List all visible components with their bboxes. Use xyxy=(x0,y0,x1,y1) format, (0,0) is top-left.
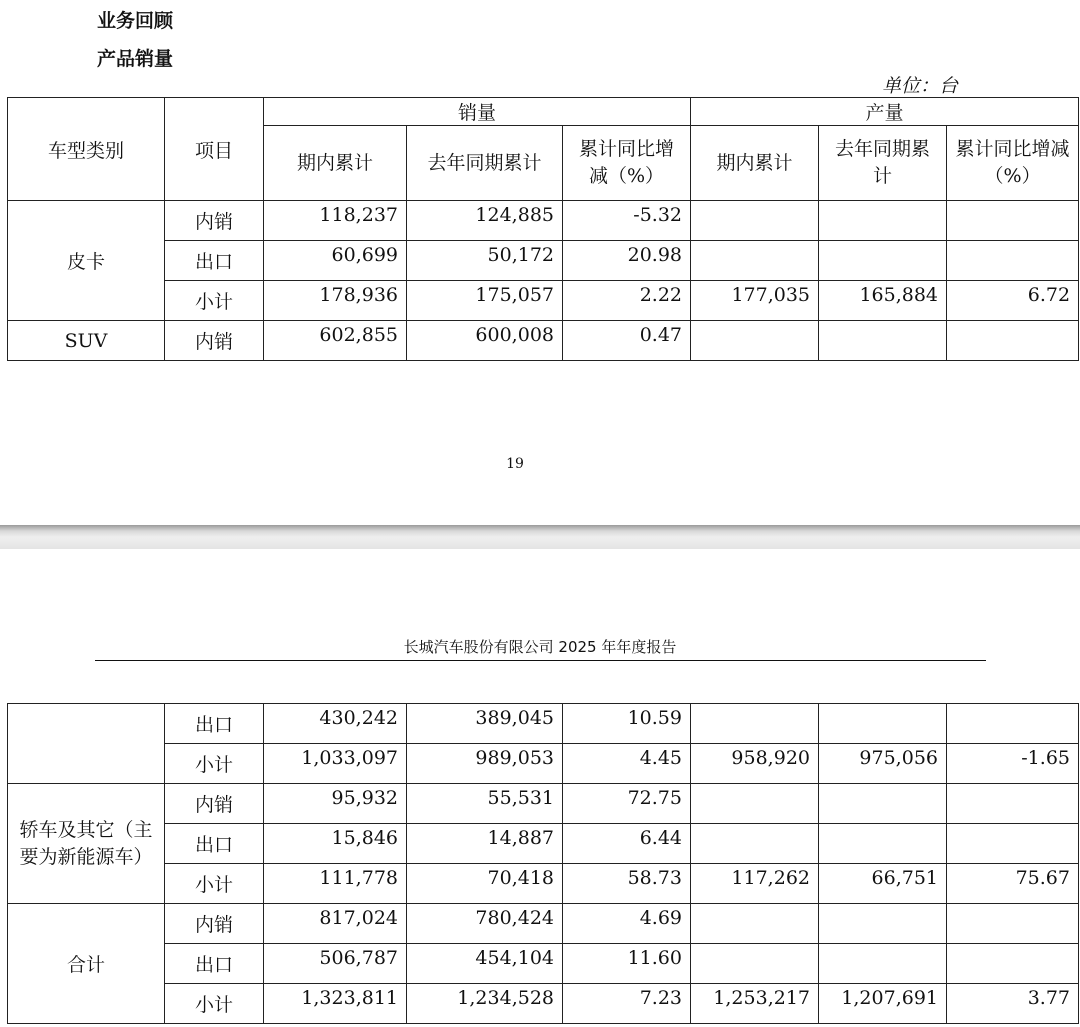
sales-current-cell: 602,855 xyxy=(264,321,407,361)
prod-current-cell xyxy=(691,904,819,944)
sales-yoy-cell: 4.69 xyxy=(563,904,691,944)
prod-last-year-cell xyxy=(819,824,947,864)
prod-last-year-cell: 1,207,691 xyxy=(819,984,947,1024)
prod-yoy-cell: 6.72 xyxy=(947,281,1079,321)
section-title: 业务回顾 xyxy=(97,10,174,32)
prod-current-cell: 177,035 xyxy=(691,281,819,321)
sales-last-year-cell: 124,885 xyxy=(407,201,563,241)
sales-last-year-cell: 600,008 xyxy=(407,321,563,361)
sales-last-year-cell: 780,424 xyxy=(407,904,563,944)
item-cell: 出口 xyxy=(165,824,264,864)
table-row xyxy=(8,744,1079,784)
prod-yoy-cell xyxy=(947,904,1079,944)
table-row xyxy=(8,281,1079,321)
table-row xyxy=(8,864,1079,904)
sales-yoy-cell: 2.22 xyxy=(563,281,691,321)
prod-yoy-cell xyxy=(947,321,1079,361)
prod-yoy-cell: 3.77 xyxy=(947,984,1079,1024)
prod-current-cell xyxy=(691,784,819,824)
table-row xyxy=(8,984,1079,1024)
prod-current-cell xyxy=(691,201,819,241)
table-row xyxy=(8,704,1079,744)
prod-yoy-cell xyxy=(947,784,1079,824)
sales-yoy-cell: 7.23 xyxy=(563,984,691,1024)
sales-current-cell: 430,242 xyxy=(264,704,407,744)
sales-yoy-cell: 6.44 xyxy=(563,824,691,864)
item-cell: 小计 xyxy=(165,744,264,784)
prod-last-year-cell xyxy=(819,201,947,241)
item-cell: 内销 xyxy=(165,321,264,361)
header-sales-last-year: 去年同期累计 xyxy=(407,126,563,201)
sales-yoy-cell: 0.47 xyxy=(563,321,691,361)
subtitle: 产品销量 xyxy=(97,48,174,70)
prod-current-cell xyxy=(691,704,819,744)
table-row xyxy=(8,321,1079,361)
header-sales: 销量 xyxy=(264,98,691,126)
table-row xyxy=(8,824,1079,864)
prod-last-year-cell xyxy=(819,904,947,944)
report-header: 长城汽车股份有限公司 2025 年年度报告 xyxy=(403,638,677,656)
category-cell: SUV xyxy=(8,321,165,361)
prod-yoy-cell: 75.67 xyxy=(947,864,1079,904)
item-cell: 小计 xyxy=(165,281,264,321)
item-cell: 出口 xyxy=(165,241,264,281)
item-cell: 内销 xyxy=(165,784,264,824)
item-cell: 内销 xyxy=(165,201,264,241)
sales-current-cell: 1,323,811 xyxy=(264,984,407,1024)
sales-yoy-cell: 11.60 xyxy=(563,944,691,984)
prod-yoy-cell xyxy=(947,704,1079,744)
prod-yoy-cell: -1.65 xyxy=(947,744,1079,784)
item-cell: 小计 xyxy=(165,984,264,1024)
sales-current-cell: 15,846 xyxy=(264,824,407,864)
prod-last-year-cell xyxy=(819,241,947,281)
prod-yoy-cell xyxy=(947,201,1079,241)
sales-yoy-cell: 10.59 xyxy=(563,704,691,744)
sales-last-year-cell: 454,104 xyxy=(407,944,563,984)
header-production: 产量 xyxy=(691,98,1079,126)
table-row xyxy=(8,904,1079,944)
sales-current-cell: 60,699 xyxy=(264,241,407,281)
sales-yoy-cell: 20.98 xyxy=(563,241,691,281)
table-row xyxy=(8,784,1079,824)
header-category: 车型类别 xyxy=(8,98,165,201)
prod-current-cell: 1,253,217 xyxy=(691,984,819,1024)
sales-last-year-cell: 70,418 xyxy=(407,864,563,904)
sales-last-year-cell: 389,045 xyxy=(407,704,563,744)
header-prod-last-year: 去年同期累计 xyxy=(819,126,947,201)
prod-last-year-cell: 975,056 xyxy=(819,744,947,784)
sales-current-cell: 817,024 xyxy=(264,904,407,944)
prod-current-cell xyxy=(691,321,819,361)
prod-current-cell: 958,920 xyxy=(691,744,819,784)
sales-current-cell: 95,932 xyxy=(264,784,407,824)
item-cell: 小计 xyxy=(165,864,264,904)
unit-label: 单位：台 xyxy=(882,75,959,97)
sales-last-year-cell: 14,887 xyxy=(407,824,563,864)
sales-last-year-cell: 50,172 xyxy=(407,241,563,281)
sales-current-cell: 1,033,097 xyxy=(264,744,407,784)
page-number: 19 xyxy=(506,456,524,472)
category-cell: 皮卡 xyxy=(8,201,165,321)
table-row xyxy=(8,944,1079,984)
prod-last-year-cell xyxy=(819,944,947,984)
header-rule xyxy=(95,660,986,661)
sales-yoy-cell: -5.32 xyxy=(563,201,691,241)
item-cell: 出口 xyxy=(165,944,264,984)
prod-last-year-cell xyxy=(819,784,947,824)
category-cell: 轿车及其它（主要为新能源车） xyxy=(8,784,165,904)
prod-current-cell xyxy=(691,824,819,864)
prod-yoy-cell xyxy=(947,944,1079,984)
table-row xyxy=(8,241,1079,281)
prod-last-year-cell: 66,751 xyxy=(819,864,947,904)
sales-current-cell: 178,936 xyxy=(264,281,407,321)
category-cell xyxy=(8,704,165,784)
sales-last-year-cell: 55,531 xyxy=(407,784,563,824)
header-item: 项目 xyxy=(165,98,264,201)
sales-last-year-cell: 175,057 xyxy=(407,281,563,321)
item-cell: 内销 xyxy=(165,904,264,944)
sales-table-bottom xyxy=(7,703,1079,1024)
prod-last-year-cell: 165,884 xyxy=(819,281,947,321)
prod-yoy-cell xyxy=(947,824,1079,864)
header-prod-current: 期内累计 xyxy=(691,126,819,201)
header-sales-current: 期内累计 xyxy=(264,126,407,201)
sales-last-year-cell: 989,053 xyxy=(407,744,563,784)
sales-table-top xyxy=(7,97,1079,361)
sales-yoy-cell: 72.75 xyxy=(563,784,691,824)
sales-last-year-cell: 1,234,528 xyxy=(407,984,563,1024)
prod-current-cell: 117,262 xyxy=(691,864,819,904)
table-row xyxy=(8,201,1079,241)
header-sales-yoy: 累计同比增减（%） xyxy=(563,126,691,201)
item-cell: 出口 xyxy=(165,704,264,744)
prod-current-cell xyxy=(691,241,819,281)
sales-yoy-cell: 58.73 xyxy=(563,864,691,904)
sales-yoy-cell: 4.45 xyxy=(563,744,691,784)
prod-last-year-cell xyxy=(819,321,947,361)
prod-current-cell xyxy=(691,944,819,984)
header-prod-yoy: 累计同比增减（%） xyxy=(947,126,1079,201)
sales-current-cell: 506,787 xyxy=(264,944,407,984)
prod-yoy-cell xyxy=(947,241,1079,281)
page-break-gap xyxy=(0,525,1080,549)
prod-last-year-cell xyxy=(819,704,947,744)
sales-current-cell: 118,237 xyxy=(264,201,407,241)
sales-current-cell: 111,778 xyxy=(264,864,407,904)
category-cell: 合计 xyxy=(8,904,165,1024)
